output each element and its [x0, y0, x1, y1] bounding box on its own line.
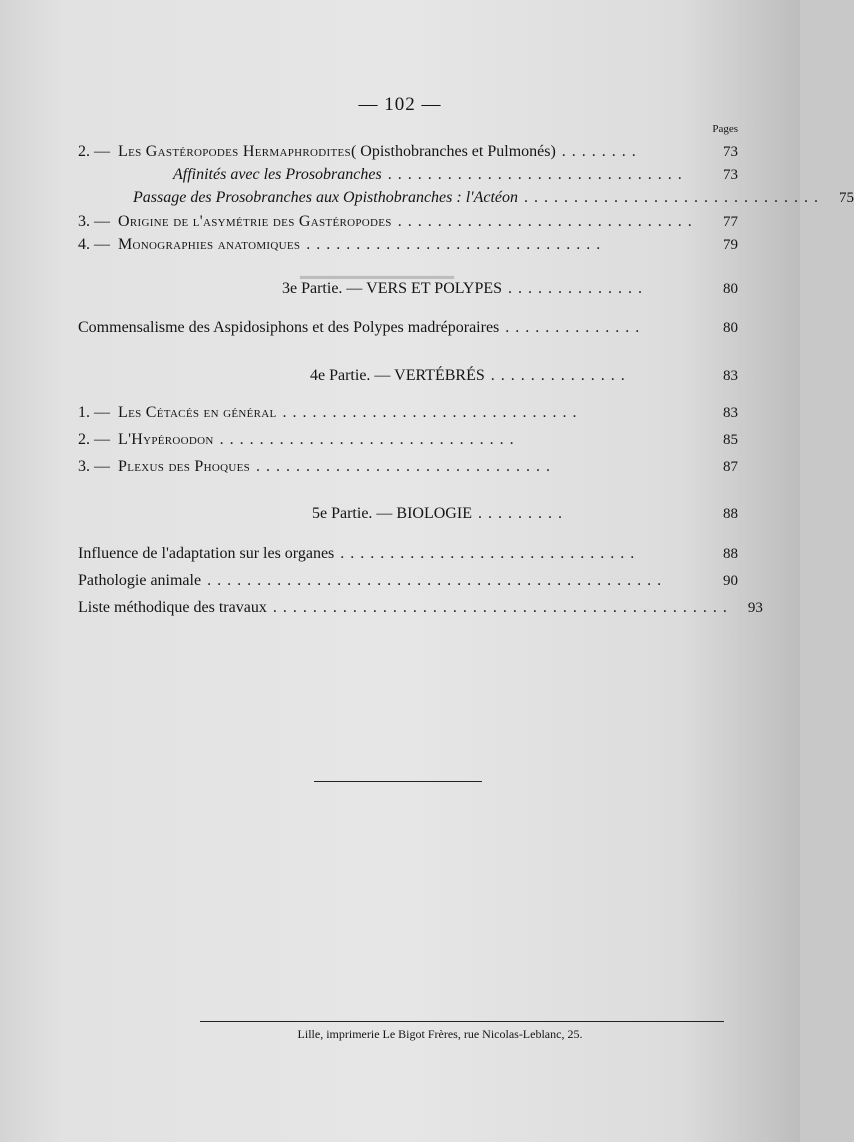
- entry-title: L'Hypéroodon: [118, 431, 214, 448]
- entry-number: 2. —: [78, 143, 110, 160]
- toc-entry: [78, 545, 738, 569]
- footer-rule: [200, 1021, 724, 1022]
- leader-dots: ..............................: [524, 189, 824, 206]
- entry-title: Liste méthodique des travaux: [78, 599, 267, 616]
- section-heading: [312, 505, 738, 529]
- entry-page: 75: [839, 190, 854, 206]
- section-title: 3e Partie. — VERS ET POLYPES: [282, 280, 503, 297]
- entry-number: 3. —: [78, 458, 110, 475]
- leader-dots: ..............................: [282, 404, 583, 421]
- section-title: 5e Partie. — BIOLOGIE: [312, 505, 472, 522]
- toc-entry: [78, 143, 738, 167]
- entry-title: Passage des Prosobranches aux Opisthobranches : l'Actéon: [133, 189, 518, 206]
- entry-subtitle: ( Opisthobranches et Pulmonés): [350, 143, 556, 160]
- toc-entry: [78, 189, 854, 213]
- entry-page: 73: [723, 144, 738, 160]
- entry-title: Les Gastéropodes Hermaphrodites: [118, 143, 351, 160]
- toc-entry: [78, 213, 738, 237]
- toc-entry: [78, 572, 738, 596]
- entry-page: 79: [723, 237, 738, 253]
- entry-page: 80: [723, 320, 738, 336]
- entry-title: Pathologie animale: [78, 572, 202, 589]
- entry-page: 93: [747, 600, 763, 616]
- leader-dots: ..............................: [387, 166, 688, 183]
- entry-number: 1. —: [78, 404, 110, 421]
- entry-title: Plexus des Phoques: [118, 458, 251, 475]
- section-heading: [282, 280, 738, 304]
- entry-title: Influence de l'adaptation sur les organes: [78, 545, 335, 562]
- entry-number: 2. —: [78, 431, 110, 448]
- leader-dots: .........: [477, 505, 568, 522]
- leader-dots: ..............................................: [207, 572, 668, 589]
- leader-dots: ..............................: [256, 458, 557, 475]
- leader-dots: ..............: [490, 367, 631, 384]
- section-heading: [310, 367, 738, 391]
- toc-entry: [78, 319, 738, 343]
- leader-dots: ..............................................: [272, 599, 733, 616]
- entry-page: 87: [723, 459, 738, 475]
- entry-page: 77: [723, 214, 738, 230]
- entry-number: 4. —: [78, 236, 110, 253]
- entry-page: 85: [723, 432, 738, 448]
- bleed-through: ▁▁▁▁▁▁▁▁▁▁: [300, 257, 454, 279]
- printer-imprint: Lille, imprimerie Le Bigot Frères, rue Nicolas-Leblanc, 25.: [297, 1027, 583, 1041]
- entry-title: Les Cétacés en général: [118, 404, 277, 421]
- entry-page: 83: [723, 405, 738, 421]
- entry-page: 90: [723, 573, 738, 589]
- toc-entry: [78, 236, 738, 260]
- toc-entry: [78, 404, 738, 428]
- page-number: — 102 —: [358, 94, 442, 115]
- leader-dots: ..............................: [340, 545, 641, 562]
- entry-page: 80: [723, 281, 738, 297]
- entry-page: 88: [723, 506, 738, 522]
- leader-dots: ..............................: [397, 213, 698, 230]
- closing-rule: [314, 781, 482, 782]
- leader-dots: ..............................: [219, 431, 520, 448]
- leader-dots: ..............................: [306, 236, 607, 253]
- toc-entry: [78, 166, 738, 190]
- entry-number: 3. —: [78, 213, 110, 230]
- entry-page: 83: [723, 368, 738, 384]
- leader-dots: ..............: [508, 280, 649, 297]
- leader-dots: ..............: [505, 319, 646, 336]
- entry-title: Origine de l'asymétrie des Gastéropodes: [118, 213, 392, 230]
- toc-entry: [78, 431, 738, 455]
- toc-entry: [78, 458, 738, 482]
- entry-page: 73: [723, 167, 738, 183]
- toc-entry: [78, 599, 763, 623]
- entry-page: 88: [723, 546, 738, 562]
- pages-column-label: Pages: [712, 123, 738, 135]
- leader-dots: ........: [561, 143, 642, 160]
- entry-title: Affinités avec les Prosobranches: [173, 166, 382, 183]
- entry-title: Monographies anatomiques: [118, 236, 301, 253]
- entry-title: Commensalisme des Aspidosiphons et des Polypes madréporaires: [78, 319, 500, 336]
- section-title: 4e Partie. — VERTÉBRÉS: [310, 367, 485, 384]
